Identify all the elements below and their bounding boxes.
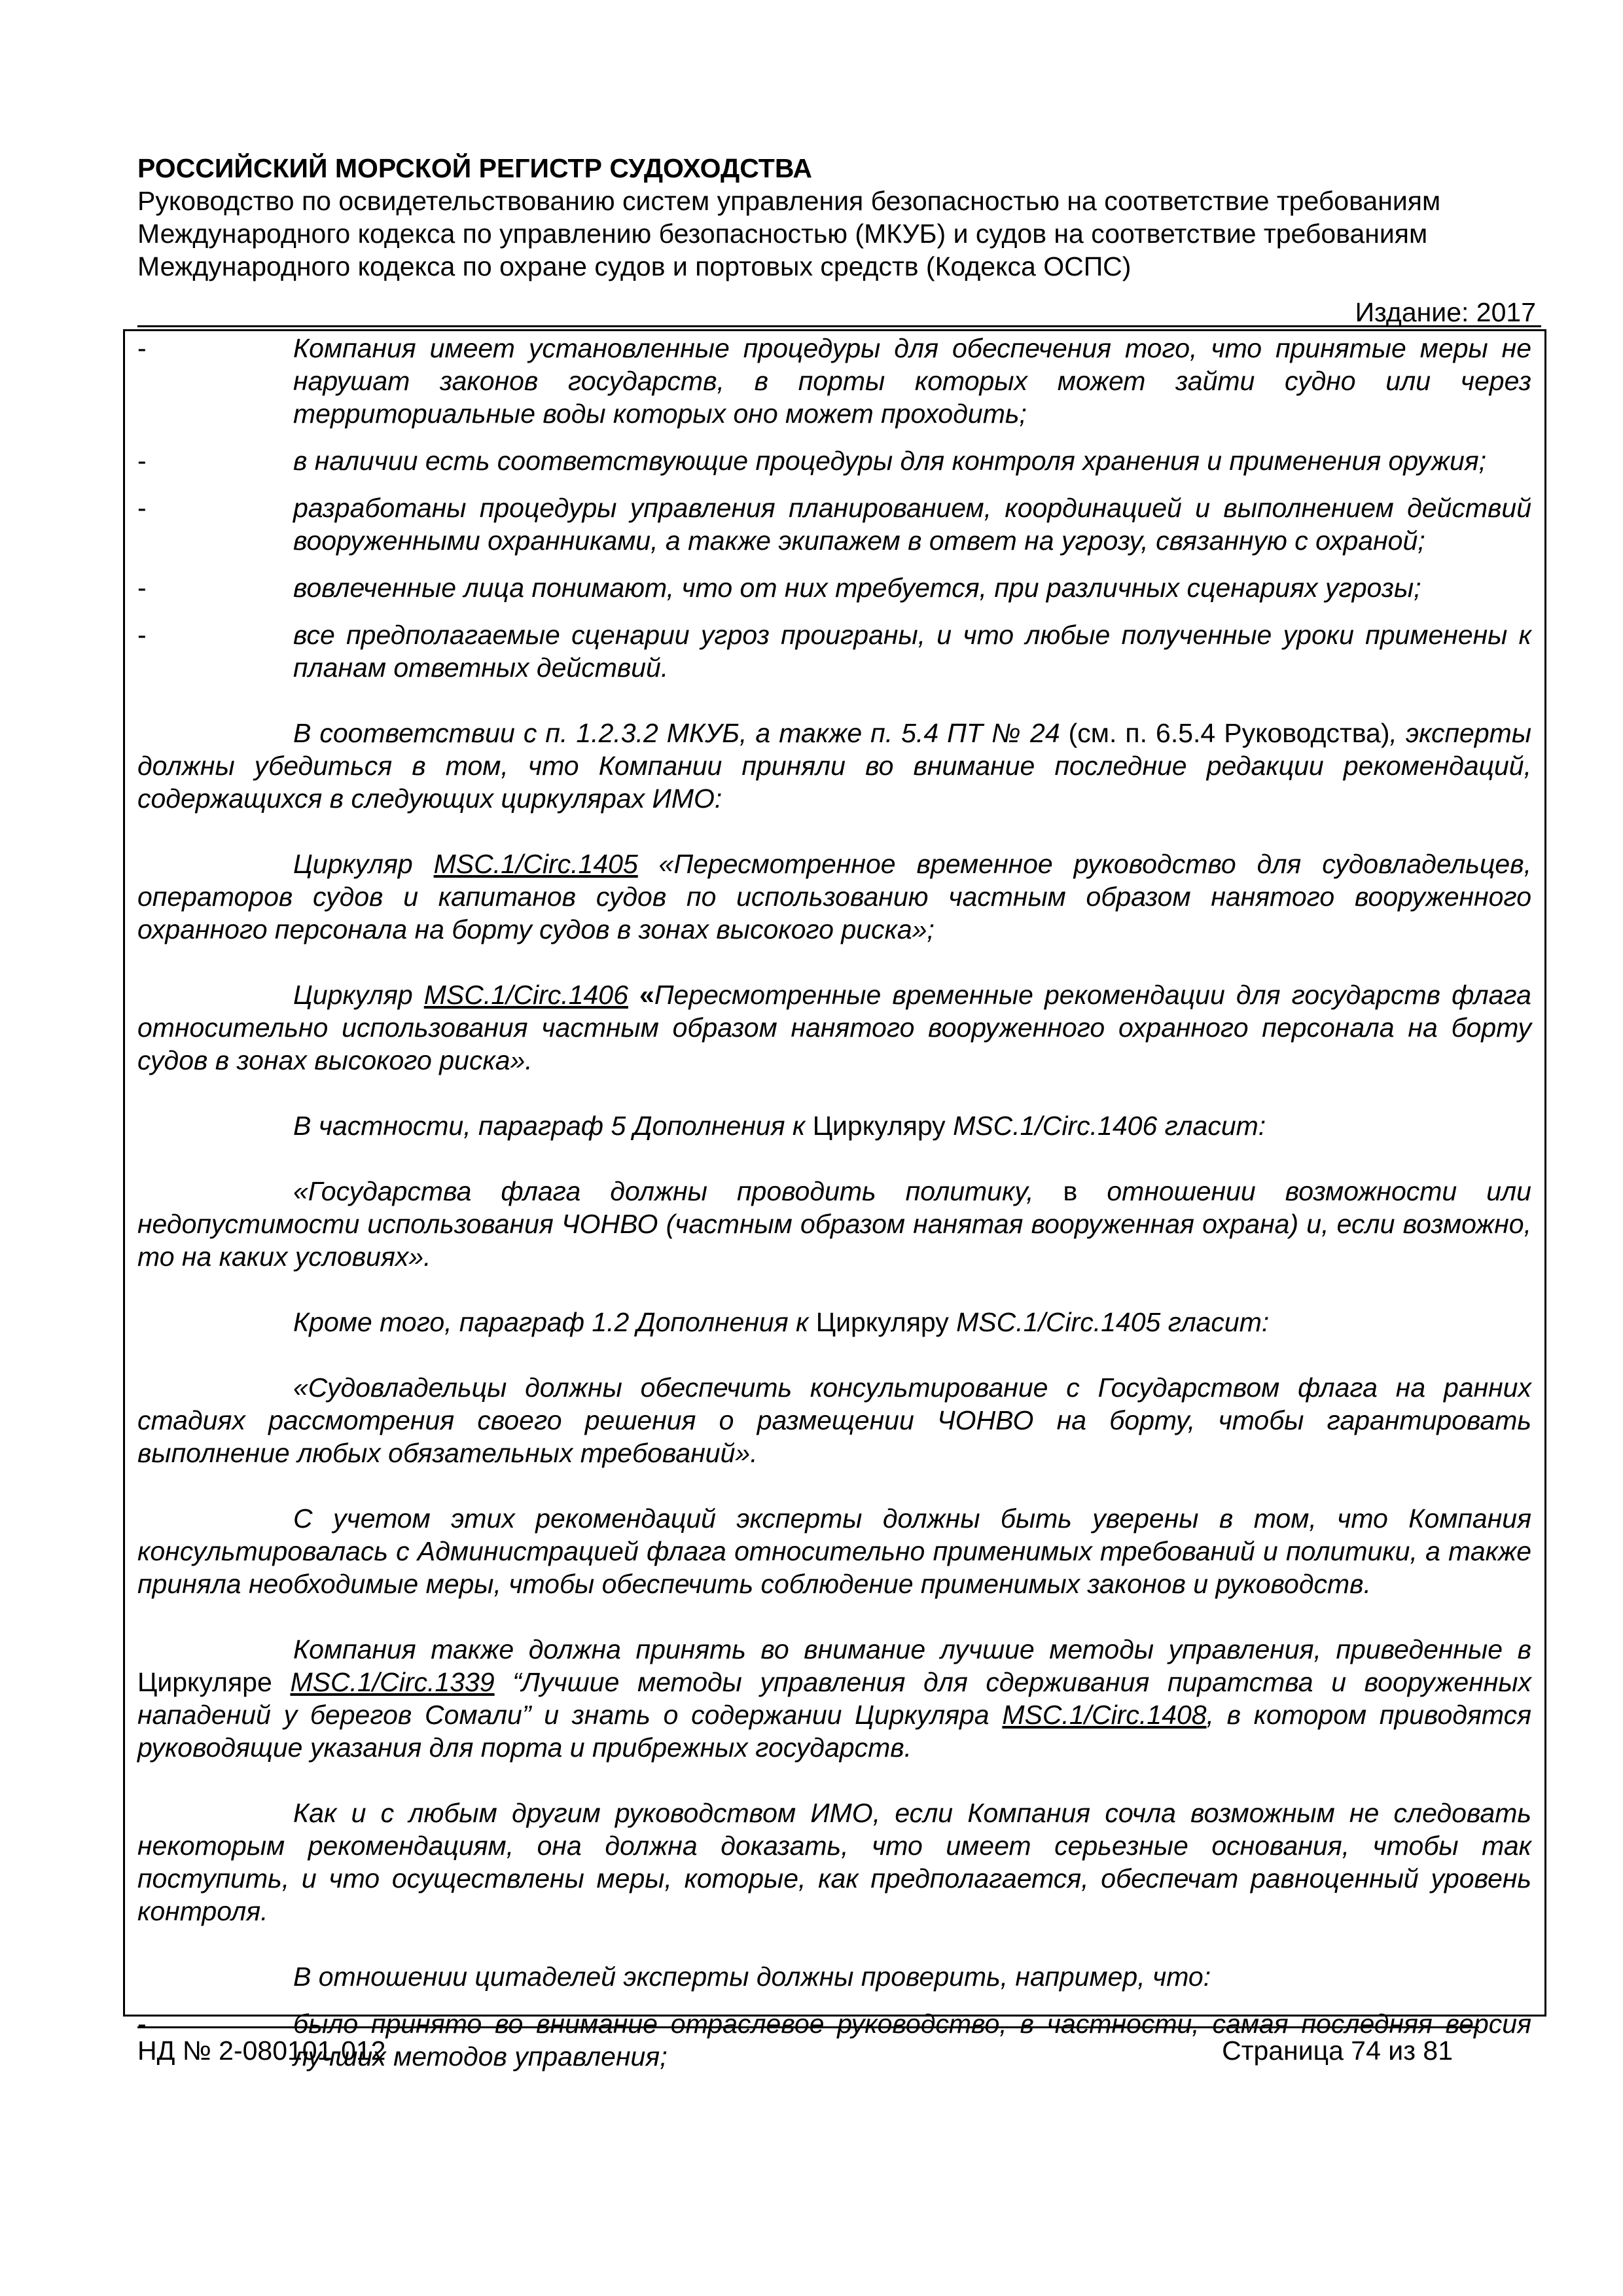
bullet-marker: - — [137, 446, 147, 476]
paragraph-imo-guidance: Как и с любым другим руководством ИМО, если Компания сочла возможным не следовать некоторым рекомендациям, она должна доказать, что имеет серьезные основания, чтобы так поступить, и что осуществлены меры, которые, как предполагается, обеспечат равноценный уровень контроля. — [137, 1798, 1531, 1926]
bullet-text: все предполагаемые сценарии угроз проиграны, и что любые полученные уроки применены к планам ответных действий. — [293, 620, 1531, 683]
guide-title-line-2: Международного кодекса по управлению безопасностью (МКУБ) и судов на соответствие требованиям — [137, 219, 1428, 249]
organization-name: РОССИЙСКИЙ МОРСКОЙ РЕГИСТР СУДОХОДСТВА — [137, 153, 813, 183]
circular-link-1405[interactable]: MSC.1/Circ.1405 — [433, 849, 638, 879]
paragraph-shipowners-quote: «Судовладельцы должны обеспечить консультирование с Государством флага на ранних стадиях рассмотрения своего решения о размещении ЧОНВО на борту, чтобы гарантировать выполнение любых обязательных требований». — [137, 1372, 1531, 1468]
edition-label: Издание: 2017 — [1355, 297, 1536, 327]
document-header — [137, 152, 1538, 283]
bullet-item — [137, 492, 1531, 557]
bullet-marker: - — [137, 333, 147, 363]
bullet-text: было принято во внимание отраслевое руководство, в частности, самая последняя версия лучших методов управления; — [293, 2009, 1531, 2072]
bullet-marker: - — [137, 2009, 147, 2039]
guide-cross-reference: (см. п. 6.5.4 Руководства) — [1068, 718, 1390, 748]
paragraph-circular-1406: Циркуляр MSC.1/Circ.1406 «Пересмотренные временные рекомендации для государств флага относительно использования частным образом нанятого вооруженного охранного персонала на борту судов в зонах высокого риска». — [137, 980, 1531, 1075]
bullet-marker: - — [137, 620, 147, 650]
bullet-text: Компания имеет установленные процедуры для обеспечения того, что принятые меры не нарушат законов государств, в порты которых может зайти судно или через территориальные воды которых оно может проходить; — [293, 333, 1531, 429]
bullet-item — [137, 332, 1531, 430]
guide-title-line-1: Руководство по освидетельствованию систем управления безопасностью на соответствие требованиям — [137, 186, 1441, 216]
bullet-marker: - — [137, 493, 147, 523]
bullet-item — [137, 444, 1531, 477]
paragraph-consultation: С учетом этих рекомендаций эксперты должны быть уверены в том, что Компания консультировалась с Администрацией флага относительно применимых требований и политики, а также приняла необходимые меры, чтобы обеспечить соблюдение применимых законов и руководств. — [137, 1503, 1531, 1599]
paragraph-citadels: В отношении цитаделей эксперты должны проверить, например, что: — [293, 1962, 1211, 1992]
document-body — [137, 332, 1531, 2087]
header-divider — [137, 325, 1541, 327]
bullet-text: в наличии есть соответствующие процедуры для контроля хранения и применения оружия; — [293, 446, 1487, 476]
circular-link-1408[interactable]: MSC.1/Circ.1408 — [1002, 1700, 1207, 1730]
paragraph-ism-reference: В соответствии с п. 1.2.3.2 МКУБ, а также п. 5.4 ПТ № 24 (см. п. 6.5.4 Руководства), эксперты должны убедиться в том, что Компании приняли во внимание последние редакции рекомендаций, содержащихся в следующих циркулярах ИМО: — [137, 718, 1531, 814]
paragraph-circular-1405: Циркуляр MSC.1/Circ.1405 «Пересмотренное временное руководство для судовладельцев, операторов судов и капитанов судов по использованию частным образом нанятого вооруженного охранного персонала на борту судов в зонах высокого риска»; — [137, 849, 1531, 944]
page-number: Страница 74 из 81 — [1222, 2036, 1453, 2066]
paragraph-flag-states-quote: «Государства флага должны проводить политику, в отношении возможности или недопустимости использования ЧОНВО (частным образом нанятая вооруженная охрана) и, если возможно, то на каких условиях». — [137, 1176, 1531, 1272]
bullet-item — [137, 619, 1531, 684]
document-number: НД № 2-080101-012 — [137, 2036, 386, 2066]
paragraph-best-practices: Компания также должна принять во внимание лучшие методы управления, приведенные в Циркуляре MSC.1/Circ.1339 “Лучшие методы управления для сдерживания пиратства и вооруженных нападений у берегов Сомали” и знать о содержании Циркуляра MSC.1/Circ.1408, в котором приводятся руководящие указания для порта и прибрежных государств. — [137, 1634, 1531, 1763]
bullet-marker: - — [137, 573, 147, 603]
footer-divider — [137, 2026, 1479, 2028]
circular-link-1339[interactable]: MSC.1/Circ.1339 — [290, 1667, 495, 1697]
bullet-text: разработаны процедуры управления планированием, координацией и выполнением действий вооруженными охранниками, а также экипажем в ответ на угрозу, связанную с охраной; — [293, 493, 1531, 556]
paragraph-paragraph5: В частности, параграф 5 Дополнения к Циркуляру MSC.1/Circ.1406 гласит: — [293, 1111, 1266, 1141]
paragraph-paragraph1-2: Кроме того, параграф 1.2 Дополнения к Циркуляру MSC.1/Circ.1405 гласит: — [293, 1307, 1270, 1337]
bullet-item — [137, 571, 1531, 604]
bullet-text: вовлеченные лица понимают, что от них требуется, при различных сценариях угрозы; — [293, 573, 1421, 603]
guide-title-line-3: Международного кодекса по охране судов и портовых средств (Кодекса ОСПС) — [137, 251, 1132, 281]
circular-link-1406[interactable]: MSC.1/Circ.1406 — [423, 980, 628, 1010]
